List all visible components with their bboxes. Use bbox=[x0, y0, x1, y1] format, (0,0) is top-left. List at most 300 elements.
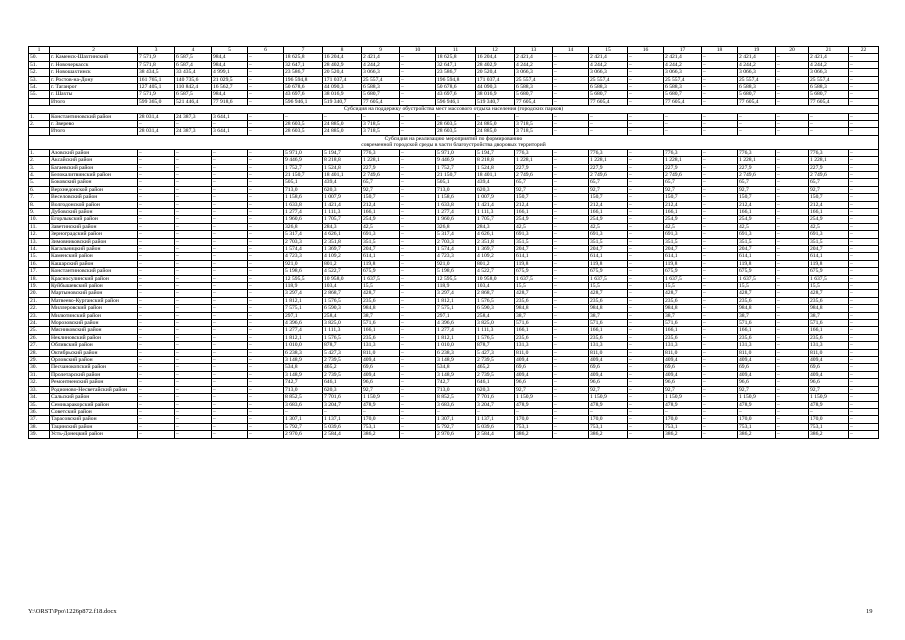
table-cell: 166,1 bbox=[738, 208, 776, 215]
table-cell: – bbox=[628, 260, 664, 267]
table-cell: 18 401,1 bbox=[476, 171, 515, 178]
table-cell: – bbox=[248, 194, 284, 201]
table-cell: 28 402,9 bbox=[476, 61, 515, 68]
table-cell: 1 752,7 bbox=[436, 164, 476, 171]
table-cell: 6 588,3 bbox=[809, 84, 849, 91]
table-cell: – bbox=[628, 394, 664, 401]
table-cell: 43 697,6 bbox=[284, 91, 323, 98]
table-cell: 1 369,7 bbox=[323, 245, 362, 252]
table-cell: – bbox=[400, 290, 436, 297]
table-cell: 77 605,4 bbox=[809, 98, 849, 105]
table-cell: – bbox=[248, 342, 284, 349]
table-cell: – bbox=[138, 297, 175, 304]
table-cell: 6 bbox=[248, 47, 284, 54]
table-cell: 2 703,3 bbox=[436, 238, 476, 245]
table-cell: 1 576,5 bbox=[323, 297, 362, 304]
table-cell: – bbox=[776, 238, 809, 245]
table-cell: – bbox=[400, 84, 436, 91]
table-cell: 984,8 bbox=[738, 305, 776, 312]
table-cell: 69,6 bbox=[664, 364, 702, 371]
table-cell: 92,7 bbox=[738, 386, 776, 393]
table-cell: – bbox=[138, 386, 175, 393]
table-cell: 675,9 bbox=[738, 268, 776, 275]
table-cell: 170,0 bbox=[362, 416, 400, 423]
table-cell: – bbox=[553, 416, 589, 423]
table-cell: – bbox=[248, 128, 284, 135]
table-cell: – bbox=[553, 312, 589, 319]
table-cell: 3 066,3 bbox=[515, 69, 553, 76]
table-cell: Константиновский район bbox=[50, 113, 138, 120]
table-cell: – bbox=[553, 357, 589, 364]
table-cell: 2 970,6 bbox=[284, 431, 323, 438]
table-cell: – bbox=[175, 342, 212, 349]
table-cell: 50 678,6 bbox=[284, 84, 323, 91]
table-cell: 1 574,4 bbox=[284, 245, 323, 252]
table-cell: 7 575,1 bbox=[284, 305, 323, 312]
table-cell: 801,2 bbox=[323, 260, 362, 267]
table-cell: 2 739,5 bbox=[323, 371, 362, 378]
table-cell: – bbox=[776, 349, 809, 356]
table-row bbox=[29, 268, 879, 275]
table-cell: – bbox=[138, 186, 175, 193]
table-cell: Родионово-Несветайский район bbox=[50, 386, 138, 393]
table-cell: – bbox=[248, 357, 284, 364]
table-cell: – bbox=[138, 275, 175, 282]
table-cell: 103,4 bbox=[476, 283, 515, 290]
table-cell: – bbox=[248, 253, 284, 260]
table-cell: 254,9 bbox=[664, 216, 702, 223]
table-cell: 428,7 bbox=[738, 290, 776, 297]
table-cell: – bbox=[776, 290, 809, 297]
table-cell: – bbox=[776, 231, 809, 238]
table-cell: – bbox=[628, 342, 664, 349]
table-cell: – bbox=[138, 334, 175, 341]
table-cell: – bbox=[212, 164, 248, 171]
table-cell: 2 868,7 bbox=[323, 290, 362, 297]
table-cell: 3 825,0 bbox=[323, 320, 362, 327]
table-cell: – bbox=[849, 245, 879, 252]
table-cell: 599 365,0 bbox=[138, 98, 175, 105]
table-cell: 235,6 bbox=[809, 297, 849, 304]
table-cell: 21 029,5 bbox=[212, 76, 248, 83]
table-cell: 38,7 bbox=[515, 312, 553, 319]
table-cell: 92,7 bbox=[738, 186, 776, 193]
table-cell: 439,4 bbox=[476, 179, 515, 186]
table-cell: – bbox=[515, 113, 553, 120]
table-cell: 5 971,0 bbox=[436, 149, 476, 156]
table-cell: 15,5 bbox=[664, 283, 702, 290]
table-cell: – bbox=[776, 334, 809, 341]
table-cell: 2 739,5 bbox=[476, 371, 515, 378]
table-cell: – bbox=[776, 327, 809, 334]
table-cell: – bbox=[702, 253, 738, 260]
table-cell: – bbox=[702, 98, 738, 105]
table-cell: – bbox=[628, 231, 664, 238]
table-cell: – bbox=[702, 84, 738, 91]
table-cell: 7 701,6 bbox=[476, 394, 515, 401]
table-cell: Веселовский район bbox=[50, 194, 138, 201]
table-cell: – bbox=[702, 349, 738, 356]
table-cell: – bbox=[553, 149, 589, 156]
table-cell: 351,5 bbox=[515, 238, 553, 245]
table-cell: 571,6 bbox=[362, 320, 400, 327]
table-cell: – bbox=[248, 245, 284, 252]
table-cell: 3 644,1 bbox=[212, 113, 248, 120]
table-cell: г. Новошахтинск bbox=[50, 69, 138, 76]
section-header-row bbox=[29, 106, 879, 113]
section-title bbox=[29, 106, 879, 113]
table-cell: Зимовниковский район bbox=[50, 238, 138, 245]
table-cell: – bbox=[248, 349, 284, 356]
table-cell: – bbox=[849, 171, 879, 178]
table-cell: 77 605,4 bbox=[738, 98, 776, 105]
table-row bbox=[29, 194, 879, 201]
table-cell: 3 148,9 bbox=[436, 357, 476, 364]
table-cell: – bbox=[515, 408, 553, 415]
table-cell: – bbox=[628, 128, 664, 135]
table-cell: 386,2 bbox=[515, 431, 553, 438]
table-cell: 1 111,3 bbox=[476, 327, 515, 334]
table-cell: 14 bbox=[553, 47, 589, 54]
table-cell: 753,1 bbox=[664, 423, 702, 430]
table-cell: 284,3 bbox=[323, 223, 362, 230]
table-cell: 505,1 bbox=[284, 179, 323, 186]
table-cell: 212,4 bbox=[809, 201, 849, 208]
table-cell: 18. bbox=[29, 275, 50, 282]
table-cell: – bbox=[138, 379, 175, 386]
table-cell: 742,7 bbox=[436, 379, 476, 386]
table-cell: 1 812,1 bbox=[436, 297, 476, 304]
table-cell: 1 277,4 bbox=[436, 208, 476, 215]
table-cell: 17 bbox=[664, 47, 702, 54]
table-cell: – bbox=[702, 431, 738, 438]
column-number-row bbox=[29, 47, 879, 54]
table-cell: – bbox=[212, 364, 248, 371]
table-cell: 521 446,4 bbox=[175, 98, 212, 105]
table-row bbox=[29, 84, 879, 91]
table-cell: 3 066,3 bbox=[738, 69, 776, 76]
table-cell: – bbox=[776, 201, 809, 208]
table-cell: 235,6 bbox=[589, 297, 628, 304]
table-cell: – bbox=[400, 91, 436, 98]
table-cell: 386,2 bbox=[589, 431, 628, 438]
table-cell: – bbox=[702, 275, 738, 282]
table-cell: 42,5 bbox=[589, 223, 628, 230]
table-cell: – bbox=[553, 245, 589, 252]
table-cell: 5 680,7 bbox=[809, 91, 849, 98]
table-cell: 1 960,6 bbox=[436, 216, 476, 223]
table-cell: – bbox=[553, 401, 589, 408]
table-cell: – bbox=[175, 357, 212, 364]
table-cell: – bbox=[628, 113, 664, 120]
table-cell: 571,6 bbox=[809, 320, 849, 327]
table-cell: – bbox=[553, 171, 589, 178]
table-cell: 5 680,7 bbox=[362, 91, 400, 98]
page-number: 19 bbox=[866, 608, 873, 615]
table-cell: 119,8 bbox=[515, 260, 553, 267]
table-cell: – bbox=[702, 238, 738, 245]
table-cell: – bbox=[248, 149, 284, 156]
table-cell: 478,9 bbox=[515, 401, 553, 408]
table-cell: – bbox=[849, 91, 879, 98]
table-cell: – bbox=[175, 268, 212, 275]
table-cell: 9 446,9 bbox=[436, 157, 476, 164]
table-cell: – bbox=[589, 121, 628, 128]
table-cell: Кашарский район bbox=[50, 260, 138, 267]
table-cell: 646,1 bbox=[323, 379, 362, 386]
table-cell: 44 090,3 bbox=[323, 84, 362, 91]
table-cell: 9 bbox=[362, 47, 400, 54]
table-cell: – bbox=[212, 223, 248, 230]
table-cell: 984,8 bbox=[809, 305, 849, 312]
table-cell: – bbox=[175, 186, 212, 193]
table-cell: 2 421,4 bbox=[362, 54, 400, 61]
table-cell: – bbox=[175, 275, 212, 282]
table-cell: – bbox=[284, 408, 323, 415]
table-cell: – bbox=[702, 245, 738, 252]
table-cell: – bbox=[212, 371, 248, 378]
table-cell: – bbox=[664, 113, 702, 120]
table-cell: – bbox=[849, 157, 879, 164]
table-row bbox=[29, 260, 879, 267]
table-cell: – bbox=[628, 76, 664, 83]
table-cell: 7 571,9 bbox=[138, 54, 175, 61]
table-cell: 77 605,4 bbox=[515, 98, 553, 105]
table-cell: – bbox=[138, 394, 175, 401]
table-cell: – bbox=[776, 297, 809, 304]
table-cell: Матвеево-Курганский район bbox=[50, 297, 138, 304]
table-cell: 6 590,3 bbox=[323, 305, 362, 312]
table-cell: 92,7 bbox=[664, 386, 702, 393]
table-cell: – bbox=[212, 238, 248, 245]
table-cell: – bbox=[702, 371, 738, 378]
table-cell: 2 421,4 bbox=[738, 54, 776, 61]
table-cell: 254,9 bbox=[589, 216, 628, 223]
table-cell: Морозовский район bbox=[50, 320, 138, 327]
table-cell: – bbox=[248, 54, 284, 61]
table-cell: 204,7 bbox=[809, 245, 849, 252]
table-cell: 7 571,8 bbox=[138, 61, 175, 68]
table-cell: – bbox=[175, 208, 212, 215]
table-cell: – bbox=[400, 194, 436, 201]
table-cell: 12 595,5 bbox=[436, 275, 476, 282]
table-cell: 212,4 bbox=[738, 201, 776, 208]
section-title bbox=[29, 135, 879, 149]
table-cell: – bbox=[628, 386, 664, 393]
table-cell: – bbox=[628, 179, 664, 186]
table-cell: – bbox=[248, 61, 284, 68]
table-cell: 6 590,3 bbox=[476, 305, 515, 312]
table-cell: 5 bbox=[212, 47, 248, 54]
table-cell: 204,7 bbox=[515, 245, 553, 252]
table-cell: 478,9 bbox=[589, 401, 628, 408]
table-cell: 3. bbox=[29, 164, 50, 171]
table-cell: 18 625,8 bbox=[284, 54, 323, 61]
table-cell: – bbox=[702, 416, 738, 423]
table-cell: 92,7 bbox=[362, 186, 400, 193]
table-cell: 24 885,0 bbox=[476, 128, 515, 135]
table-cell: 6 588,3 bbox=[362, 84, 400, 91]
table-cell: – bbox=[212, 171, 248, 178]
table-cell: – bbox=[175, 320, 212, 327]
table-cell: 4 522,7 bbox=[323, 268, 362, 275]
table-cell: – bbox=[248, 201, 284, 208]
table-cell: – bbox=[702, 394, 738, 401]
table-cell: 2 749,6 bbox=[515, 171, 553, 178]
table-cell: 38 016,9 bbox=[323, 91, 362, 98]
table-cell: Тарасовский район bbox=[50, 416, 138, 423]
table-cell: 51. bbox=[29, 61, 50, 68]
table-cell: 4 244,2 bbox=[664, 61, 702, 68]
table-cell: – bbox=[138, 290, 175, 297]
table-cell: – bbox=[849, 54, 879, 61]
table-cell: – bbox=[628, 84, 664, 91]
table-cell: – bbox=[553, 431, 589, 438]
table-cell: – bbox=[628, 431, 664, 438]
table-cell: – bbox=[248, 334, 284, 341]
table-cell: 428,7 bbox=[809, 290, 849, 297]
table-cell: – bbox=[702, 179, 738, 186]
table-cell: 351,5 bbox=[362, 238, 400, 245]
table-cell: – bbox=[400, 275, 436, 282]
table-cell: 96,6 bbox=[515, 379, 553, 386]
table-cell: 1 637,5 bbox=[515, 275, 553, 282]
table-cell: 1 637,5 bbox=[664, 275, 702, 282]
table-cell: – bbox=[248, 76, 284, 83]
table-row bbox=[29, 54, 879, 61]
table-cell: – bbox=[628, 171, 664, 178]
table-cell: 386,2 bbox=[738, 431, 776, 438]
table-cell: – bbox=[138, 208, 175, 215]
table-cell: 24 885,0 bbox=[476, 121, 515, 128]
table-cell: – bbox=[212, 216, 248, 223]
table-cell: 119,8 bbox=[664, 260, 702, 267]
table-cell: – bbox=[776, 171, 809, 178]
table-row bbox=[29, 253, 879, 260]
table-cell: 2 749,6 bbox=[589, 171, 628, 178]
table-cell: – bbox=[248, 290, 284, 297]
table-cell: – bbox=[175, 327, 212, 334]
table-cell: 3 066,3 bbox=[664, 69, 702, 76]
table-cell: 1 421,4 bbox=[323, 201, 362, 208]
table-row bbox=[29, 164, 879, 171]
table-cell: 166,1 bbox=[362, 208, 400, 215]
table-cell: 409,4 bbox=[515, 357, 553, 364]
table-cell: 15,5 bbox=[515, 283, 553, 290]
table-cell: 2 421,4 bbox=[664, 54, 702, 61]
table-cell: – bbox=[248, 305, 284, 312]
table-cell: 77 605,4 bbox=[664, 98, 702, 105]
table-cell: – bbox=[138, 253, 175, 260]
table-cell: 254,9 bbox=[738, 216, 776, 223]
table-cell: – bbox=[175, 216, 212, 223]
table-cell: – bbox=[628, 61, 664, 68]
table-cell: – bbox=[138, 305, 175, 312]
table-cell: – bbox=[849, 69, 879, 76]
table-cell: 1 705,7 bbox=[323, 216, 362, 223]
table-cell: – bbox=[175, 297, 212, 304]
table-cell: 691,3 bbox=[589, 231, 628, 238]
table-cell: – bbox=[553, 164, 589, 171]
table-cell: – bbox=[400, 297, 436, 304]
table-cell: 25 557,4 bbox=[809, 76, 849, 83]
table-cell: 12. bbox=[29, 231, 50, 238]
table-cell: – bbox=[776, 91, 809, 98]
table-cell: 54. bbox=[29, 84, 50, 91]
table-cell: 386,2 bbox=[809, 431, 849, 438]
table-cell: – bbox=[702, 128, 738, 135]
table-cell: 92,7 bbox=[589, 386, 628, 393]
table-cell: Багаевский район bbox=[50, 164, 138, 171]
table-cell: 4. bbox=[29, 171, 50, 178]
table-cell: – bbox=[849, 431, 879, 438]
table-cell: Красносулинский район bbox=[50, 275, 138, 282]
table-cell: 2 868,7 bbox=[476, 290, 515, 297]
table-cell: 811,0 bbox=[664, 349, 702, 356]
table-cell: 8 218,8 bbox=[476, 157, 515, 164]
table-cell: 2 749,6 bbox=[809, 171, 849, 178]
table-cell: – bbox=[553, 260, 589, 267]
table-cell: 3 297,4 bbox=[284, 290, 323, 297]
table-cell: 691,3 bbox=[362, 231, 400, 238]
table-cell: 28 603,5 bbox=[284, 128, 323, 135]
table-cell: Куйбышевский район bbox=[50, 283, 138, 290]
table-cell: 65,7 bbox=[664, 179, 702, 186]
table-cell: 1 111,3 bbox=[323, 327, 362, 334]
table-cell: 44 090,3 bbox=[476, 84, 515, 91]
table-cell: 776,3 bbox=[362, 149, 400, 156]
table-cell: – bbox=[138, 320, 175, 327]
table-cell: – bbox=[776, 364, 809, 371]
table-cell: 801,2 bbox=[476, 260, 515, 267]
table-cell: 15. bbox=[29, 253, 50, 260]
table-cell: 3 683,6 bbox=[436, 401, 476, 408]
table-cell: – bbox=[248, 312, 284, 319]
table-cell: – bbox=[248, 208, 284, 215]
table-cell: 2 bbox=[50, 47, 138, 54]
table-cell: – bbox=[589, 128, 628, 135]
table-cell: – bbox=[400, 320, 436, 327]
table-cell: Октябрьский район bbox=[50, 349, 138, 356]
table-cell: Семикаракорский район bbox=[50, 401, 138, 408]
table-cell: – bbox=[212, 386, 248, 393]
table-cell: 409,4 bbox=[589, 357, 628, 364]
table-cell: – bbox=[400, 245, 436, 252]
table-cell: – bbox=[553, 275, 589, 282]
table-cell: 409,4 bbox=[589, 371, 628, 378]
table-cell: 13 bbox=[515, 47, 553, 54]
table-cell: 753,1 bbox=[515, 423, 553, 430]
table-cell: Аксайский район bbox=[50, 157, 138, 164]
table-cell: 1 277,4 bbox=[436, 327, 476, 334]
table-cell: – bbox=[849, 297, 879, 304]
table-cell: – bbox=[553, 128, 589, 135]
table-cell: 4 396,6 bbox=[284, 320, 323, 327]
table-cell: – bbox=[776, 223, 809, 230]
table-cell: 3 297,4 bbox=[436, 290, 476, 297]
table-cell: 21. bbox=[29, 297, 50, 304]
table-cell: – bbox=[138, 157, 175, 164]
table-cell: 42,5 bbox=[664, 223, 702, 230]
table-cell: 204,7 bbox=[664, 245, 702, 252]
table-cell: – bbox=[248, 364, 284, 371]
table-cell: 27. bbox=[29, 342, 50, 349]
table-cell: 140 735,6 bbox=[175, 76, 212, 83]
table-cell: 776,3 bbox=[589, 149, 628, 156]
table-cell: 7 571,9 bbox=[138, 91, 175, 98]
table-cell: – bbox=[702, 364, 738, 371]
table-cell: 32. bbox=[29, 379, 50, 386]
